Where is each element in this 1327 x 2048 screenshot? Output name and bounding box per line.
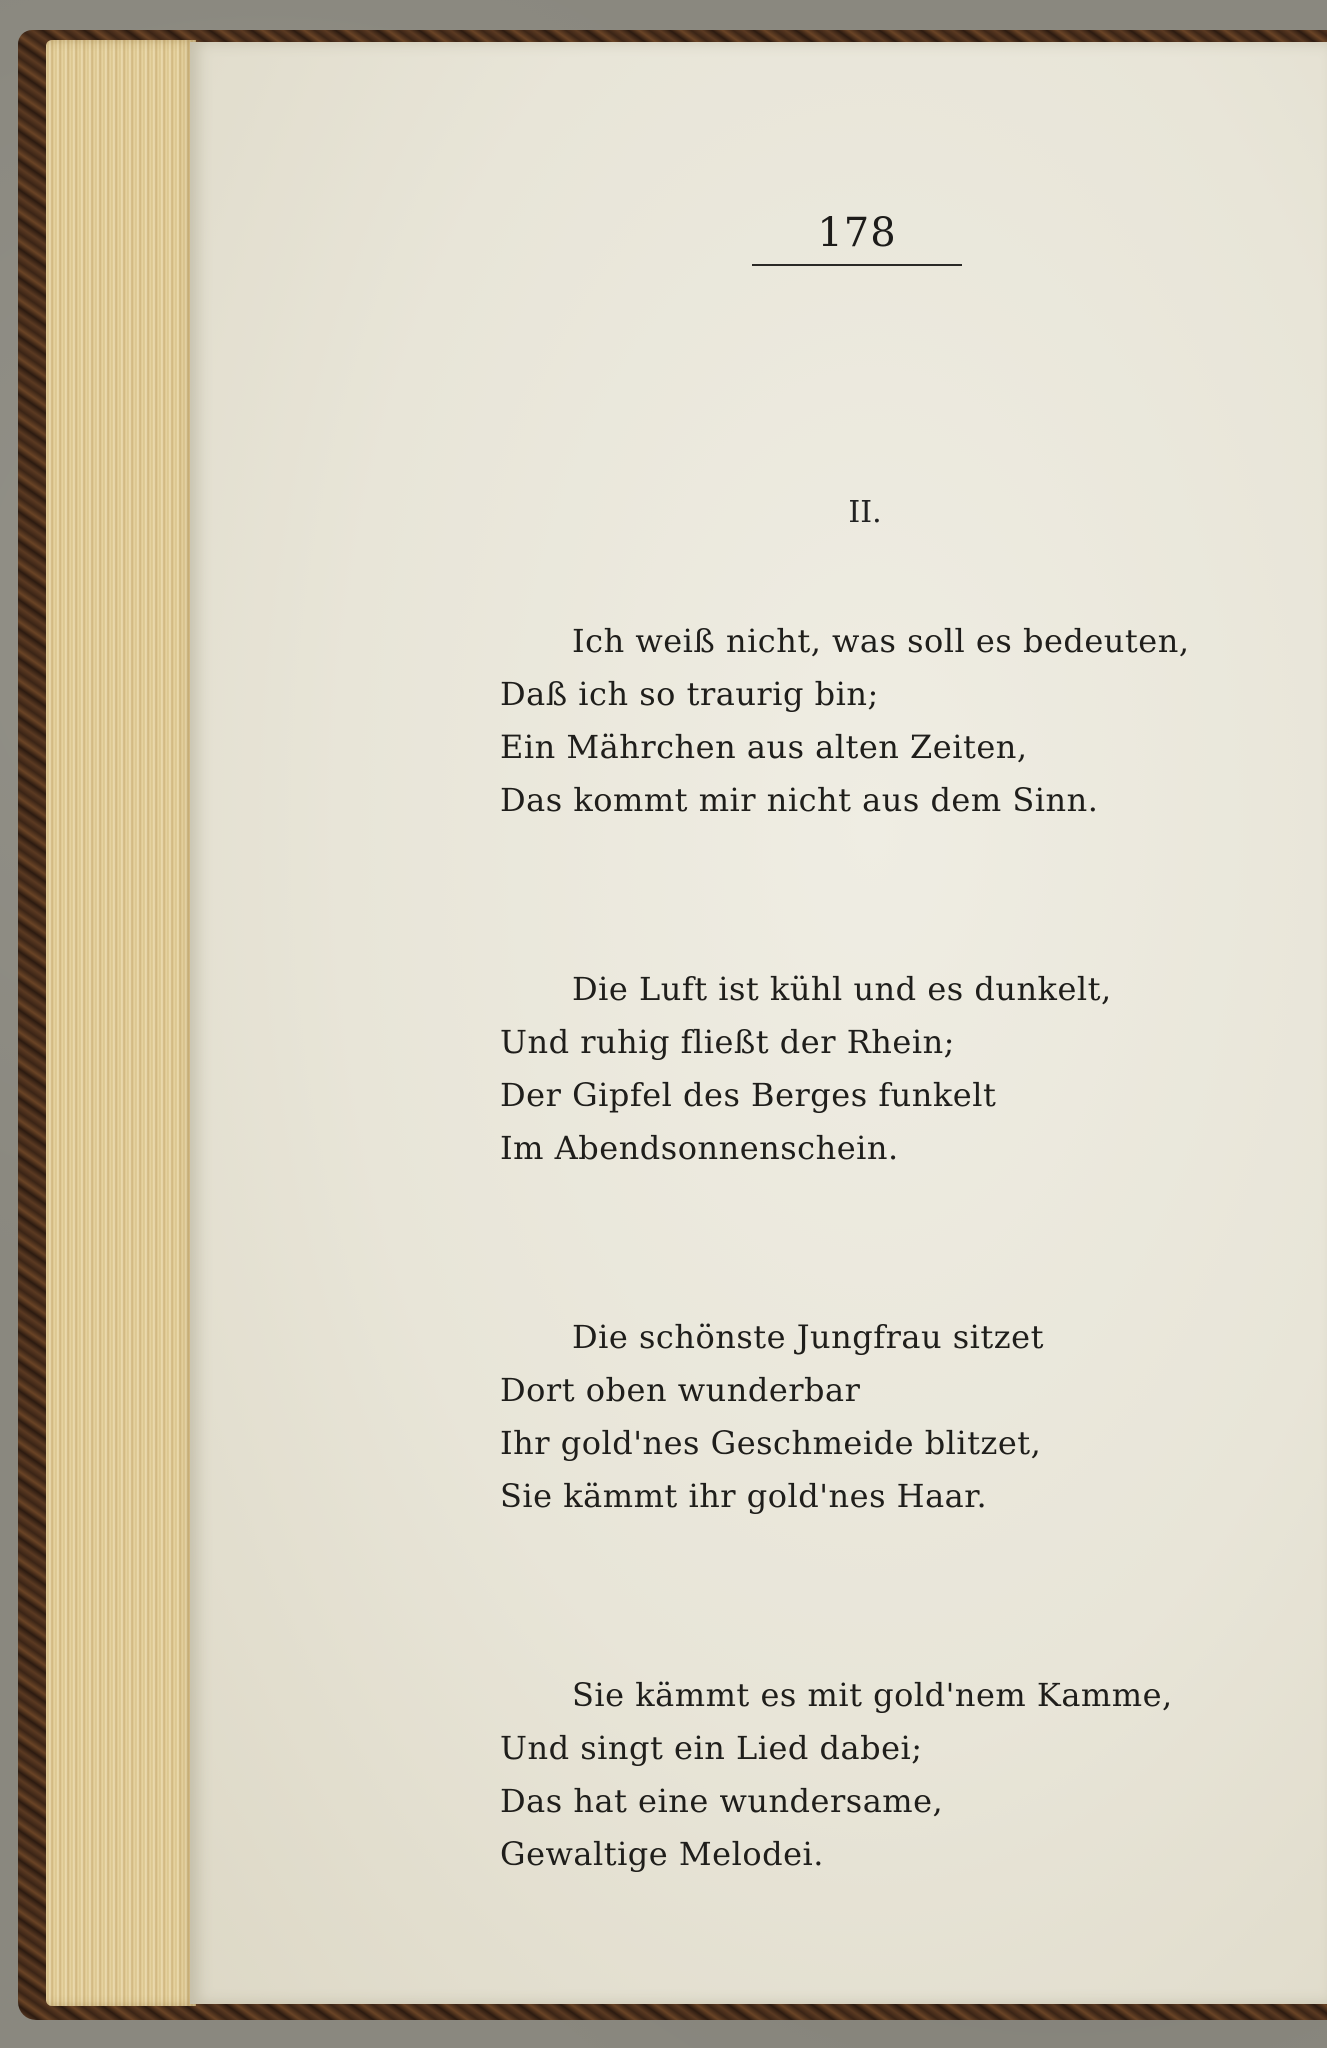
stanza: [500, 1311, 1260, 1523]
page-edges: [46, 40, 196, 2006]
stanza: [500, 1669, 1260, 1881]
poem-line: Ich weiß nicht, was soll es bedeuten,: [572, 622, 1190, 660]
poem-line: Und singt ein Lied dabei;: [500, 1729, 923, 1767]
poem-line: Sie kämmt es mit gold'nem Kamme,: [572, 1676, 1173, 1714]
poem-line: Im Abendsonnenschein.: [500, 1129, 899, 1167]
poem-line: Dort oben wunderbar: [500, 1371, 861, 1409]
page-number: 178: [817, 210, 897, 256]
stanza: [500, 963, 1260, 1175]
poem-line: Ihr gold'nes Geschmeide blitzet,: [500, 1424, 1042, 1462]
poem-line: Das kommt mir nicht aus dem Sinn.: [500, 781, 1099, 819]
poem-line: Die schönste Jungfrau sitzet: [572, 1318, 1044, 1356]
poem-line: Der Gipfel des Berges funkelt: [500, 1076, 997, 1114]
section-number: II.: [848, 495, 882, 530]
poem-line: Die Luft ist kühl und es dunkelt,: [572, 970, 1112, 1008]
poem-line: Sie kämmt ihr gold'nes Haar.: [500, 1477, 988, 1515]
poem: [500, 615, 1260, 1881]
poem-line: Daß ich so traurig bin;: [500, 675, 879, 713]
page-number-rule: [752, 264, 962, 266]
stanza: [500, 615, 1260, 827]
poem-line: Und ruhig fließt der Rhein;: [500, 1023, 955, 1061]
poem-line: Gewaltige Melodei.: [500, 1835, 824, 1873]
poem-line: Ein Mährchen aus alten Zeiten,: [500, 728, 1028, 766]
poem-line: Das hat eine wundersame,: [500, 1782, 944, 1820]
